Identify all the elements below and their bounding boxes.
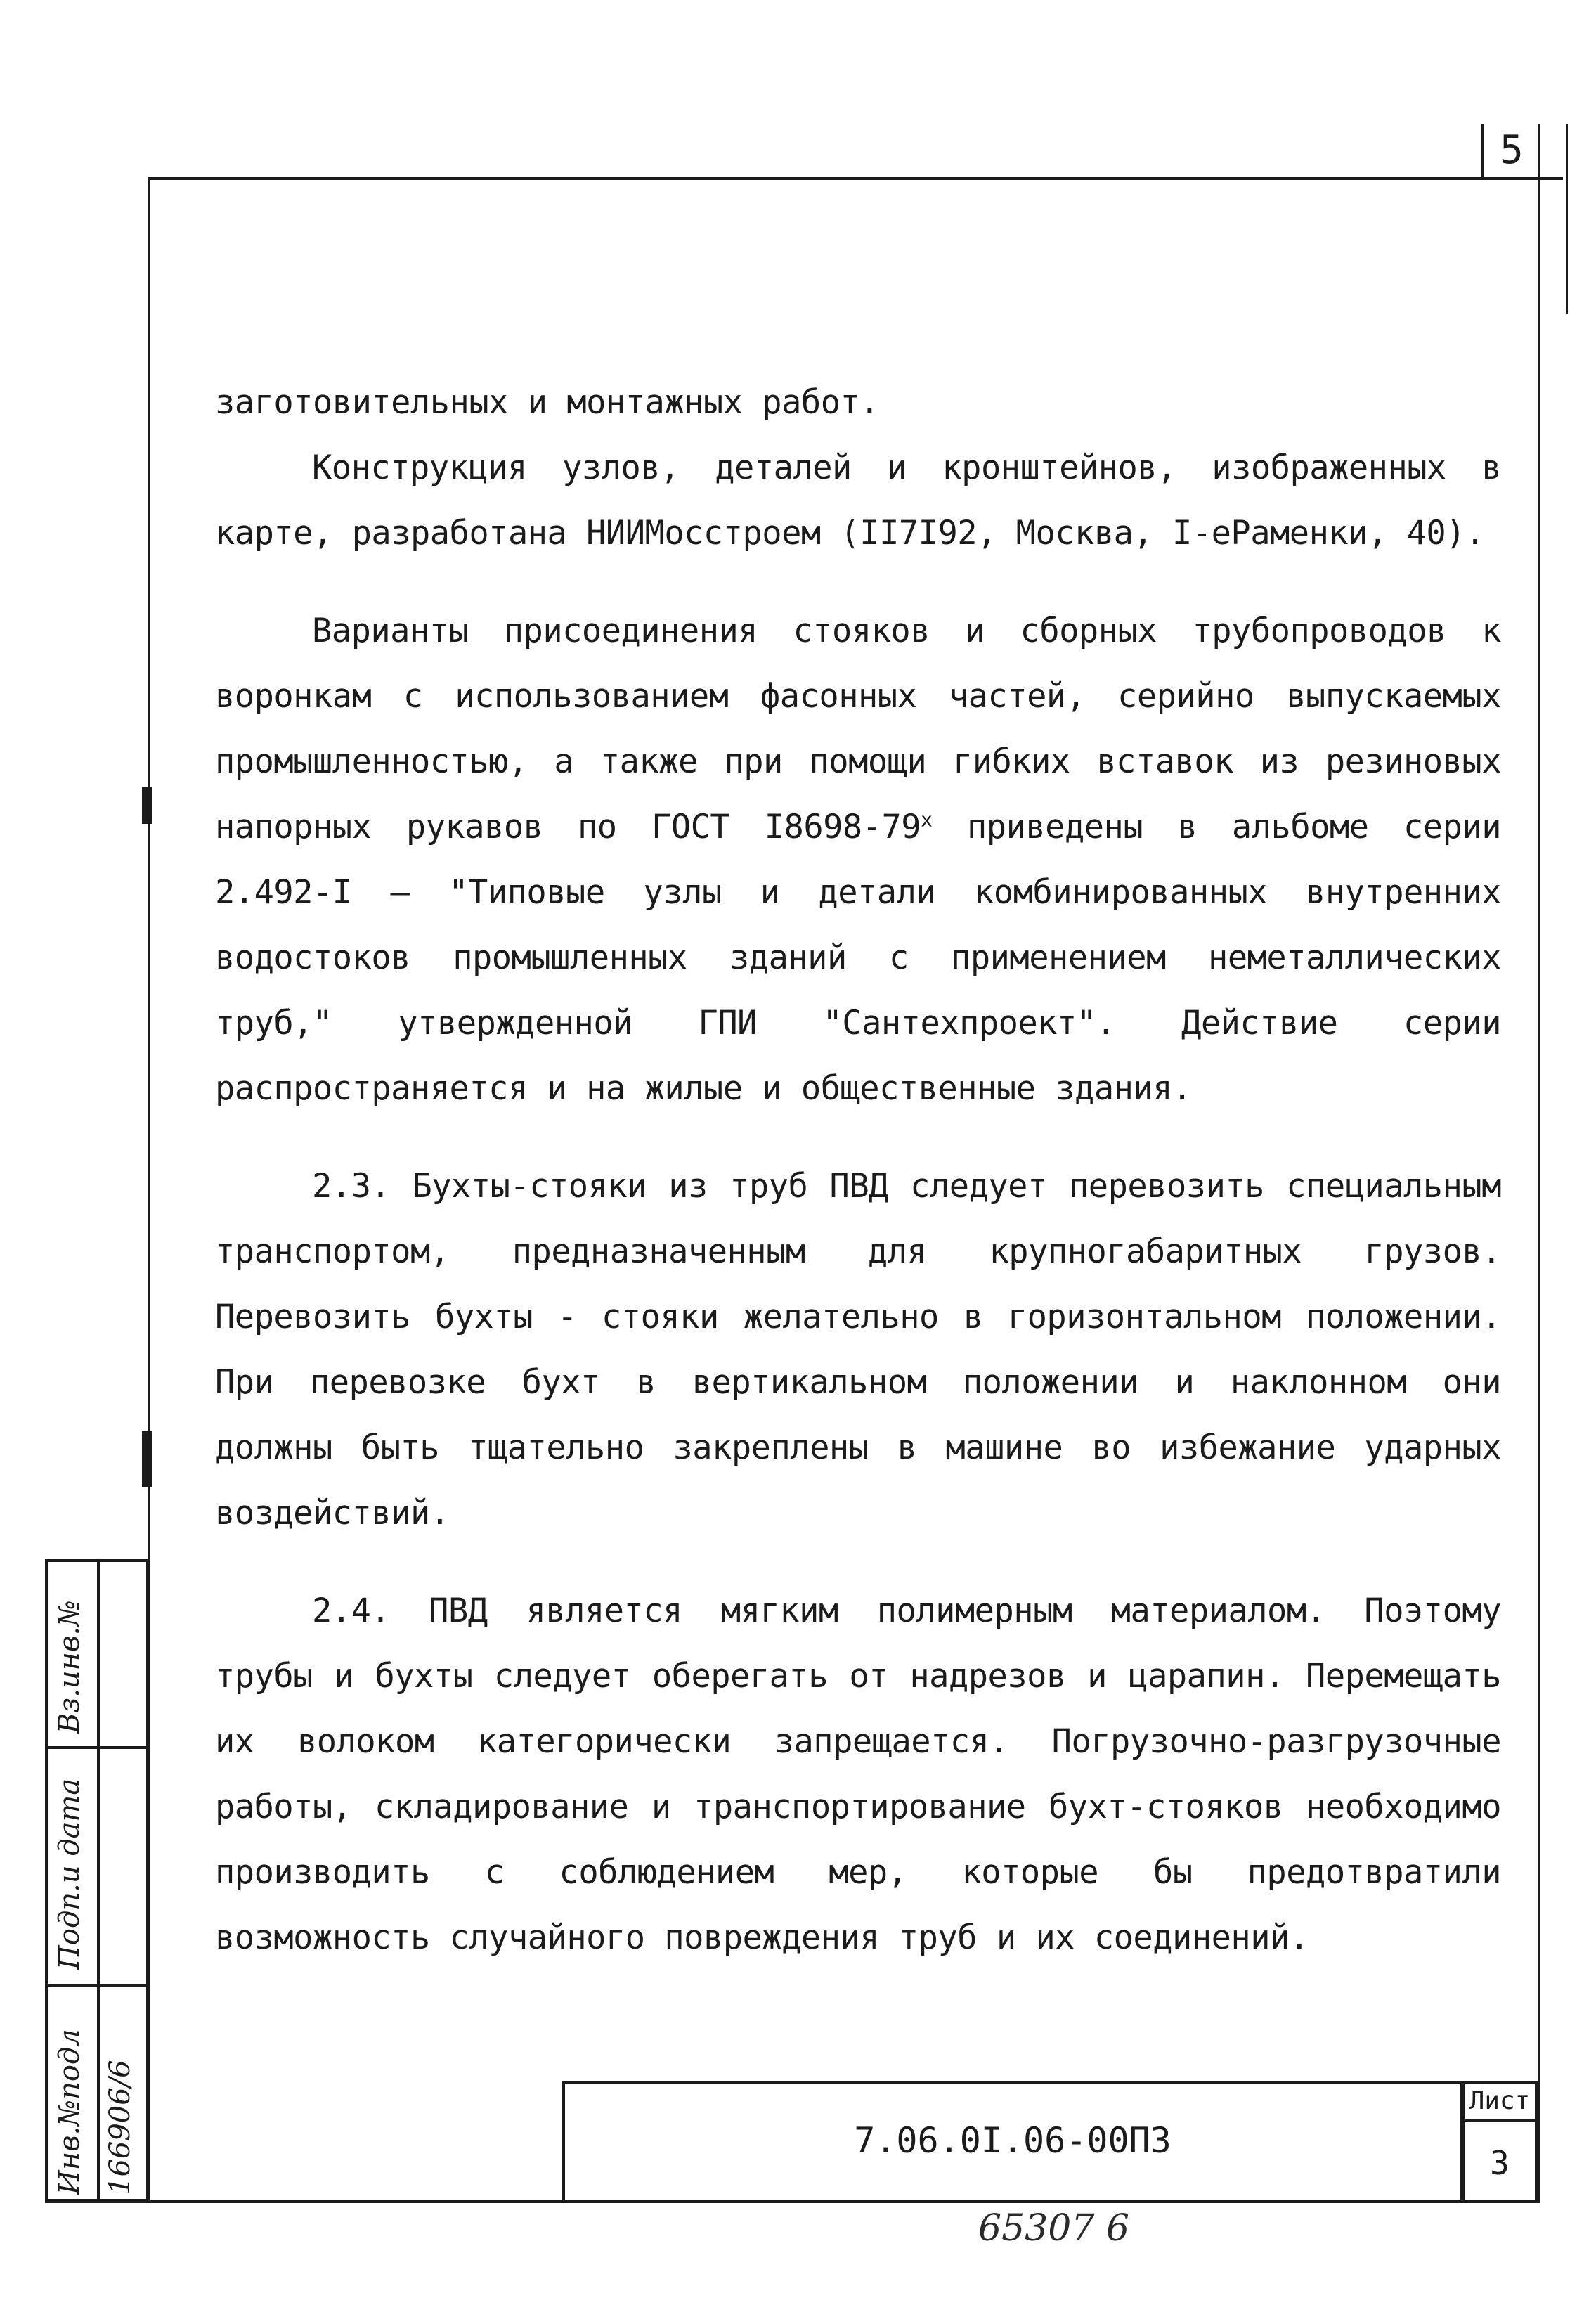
document-body bbox=[215, 370, 1501, 1970]
handwritten-archive-number: 65307 6 bbox=[978, 2207, 1130, 2249]
title-block bbox=[562, 2081, 1463, 2203]
side-strip-divider bbox=[97, 1562, 100, 2199]
binding-mark-upper bbox=[142, 787, 152, 824]
paragraph-gap bbox=[215, 1546, 1501, 1578]
side-inv-label: Инв.№подл bbox=[53, 2029, 86, 2195]
paragraph-2-3: 2.3. Бухты-стояки из труб ПВД следует перевозить специальным транспортом, предназначенным для крупногабаритных грузов. Перевозить бухты - стояки желательно в горизонтальном положении. При перевозке бухт в вертикальном положении и наклонном они должны быть тщательно закреплены в машине во избежание ударных воздействий. bbox=[215, 1167, 1501, 1532]
frame-top bbox=[148, 177, 1563, 180]
paragraph-2-4: 2.4. ПВД является мягким полимерным материалом. Поэтому трубы и бухты следует оберегать от надрезов и царапин. Перемещать их волоком категорически запрещается. Погрузочно-разгрузочные работы, складирование и транспортирование бухт-стояков необходимо производить с соблюдением мер, которые бы предотвратили возможность случайного повреждения труб и их соединений. bbox=[215, 1592, 1501, 1957]
sheet-cell bbox=[1462, 2081, 1538, 2203]
paragraph-construction: Конструкция узлов, деталей и кронштейнов, изображенных в карте, разработана НИИМосстроем (II7I92, Москва, I-еРаменки, 40). bbox=[215, 448, 1501, 553]
paragraph-variants-part-2: приведены в альбоме серии 2.492-I – "Типовые узлы и детали комбинированных внутренних водостоков промышленных зданий с применением неметаллических труб," утвержденной ГПИ "Сантехпроект". Действие серии распространяется и на жилые и общественные здания. bbox=[215, 808, 1501, 1108]
paragraph-continuation: заготовительных и монтажных работ. bbox=[215, 383, 880, 422]
page-number: 5 bbox=[1481, 124, 1566, 177]
paragraph-variants-part-1: Варианты присоединения стояков и сборных трубопроводов к воронкам с использованием фасонных частей, серийно выпускаемых промышленностью, а также при помощи гибких вставок из резиновых напорных рукавов по ГОСТ I8698-79 bbox=[215, 612, 1501, 846]
side-inv-value: 166906/6 bbox=[104, 2060, 136, 2195]
side-sign-label: Подп.и дата bbox=[53, 1778, 86, 1970]
document-code: 7.06.0I.06-00ПЗ bbox=[854, 2120, 1172, 2161]
side-replace-label: Вз.инв.№ bbox=[53, 1600, 86, 1734]
gost-superscript: х bbox=[921, 808, 933, 832]
side-stamp-strip bbox=[45, 1559, 149, 2202]
sheet-number: 3 bbox=[1490, 2144, 1510, 2182]
binding-mark-lower bbox=[142, 1431, 152, 1487]
frame-right bbox=[1538, 124, 1540, 2203]
paragraph-gap bbox=[215, 566, 1501, 598]
paragraph-variants bbox=[215, 598, 1501, 1121]
side-strip-row-divider bbox=[48, 1746, 146, 1749]
sheet-label: Лист bbox=[1465, 2084, 1535, 2122]
frame-right-outer bbox=[1566, 124, 1568, 314]
paragraph-gap bbox=[215, 1121, 1501, 1154]
side-strip-row-divider bbox=[48, 1984, 146, 1987]
